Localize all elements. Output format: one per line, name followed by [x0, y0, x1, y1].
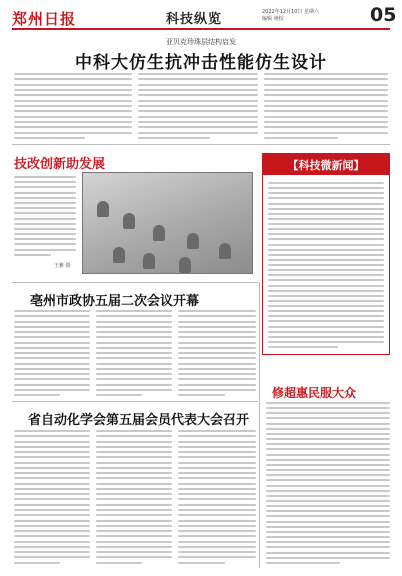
text-line — [266, 402, 390, 404]
divider — [12, 144, 390, 145]
text-line — [268, 269, 384, 271]
text-line — [178, 525, 256, 527]
text-line — [96, 472, 172, 474]
text-line — [268, 182, 384, 184]
news-briefs-body — [268, 182, 384, 348]
text-line — [178, 446, 256, 448]
text-line — [96, 477, 172, 479]
text-line — [178, 347, 256, 349]
page-number: 05 — [370, 4, 397, 26]
text-line — [268, 203, 384, 205]
text-line — [14, 233, 76, 235]
text-line — [14, 520, 90, 522]
text-line — [268, 326, 384, 328]
lead-article-body-col-2 — [138, 73, 258, 139]
text-line — [96, 456, 172, 458]
text-line — [14, 504, 90, 506]
text-line — [268, 336, 384, 338]
text-line — [96, 546, 172, 548]
text-line — [96, 446, 172, 448]
text-line — [178, 384, 256, 386]
text-line — [138, 121, 258, 123]
newspaper-name: 郑州日报 — [12, 10, 77, 28]
text-line — [138, 100, 258, 102]
text-line — [14, 556, 90, 558]
text-line — [138, 84, 258, 86]
text-line — [178, 498, 256, 500]
text-line — [14, 389, 90, 391]
text-line — [266, 433, 390, 435]
text-line — [266, 428, 390, 430]
masthead-rule — [12, 28, 390, 30]
text-line — [96, 435, 172, 437]
side-article-body — [266, 402, 390, 564]
text-line — [96, 462, 172, 464]
text-line — [268, 208, 384, 210]
dateline-editors: 编辑 统校 — [262, 16, 284, 22]
text-line — [14, 509, 90, 511]
text-line — [178, 520, 256, 522]
text-line — [178, 551, 256, 553]
text-line — [14, 331, 90, 333]
text-line — [96, 430, 172, 432]
article-2-title: 亳州市政协五届二次会议开幕 — [30, 294, 200, 309]
text-line — [178, 504, 256, 506]
text-line — [96, 394, 142, 396]
text-line — [96, 541, 172, 543]
text-line — [178, 456, 256, 458]
feature-photo-byline: 王雅 摄 — [54, 263, 71, 269]
text-line — [266, 464, 390, 466]
text-line — [96, 363, 172, 365]
text-line — [268, 264, 384, 266]
text-line — [178, 451, 256, 453]
text-line — [138, 105, 258, 107]
text-line — [264, 110, 388, 112]
article-3-title: 省自动化学会第五届会员代表大会召开 — [28, 413, 250, 428]
text-line — [178, 509, 256, 511]
text-line — [14, 342, 90, 344]
text-line — [96, 326, 172, 328]
text-line — [14, 116, 132, 118]
text-line — [266, 526, 390, 528]
text-line — [14, 456, 90, 458]
text-line — [268, 192, 384, 194]
text-line — [178, 535, 256, 537]
text-line — [264, 126, 388, 128]
text-line — [268, 249, 384, 251]
text-line — [266, 407, 390, 409]
text-line — [138, 110, 258, 112]
text-line — [264, 116, 388, 118]
text-line — [178, 331, 256, 333]
text-line — [264, 105, 388, 107]
text-line — [268, 315, 384, 317]
text-line — [264, 132, 388, 134]
text-line — [14, 326, 90, 328]
text-line — [14, 84, 132, 86]
text-line — [178, 477, 256, 479]
text-line — [14, 357, 90, 359]
text-line — [96, 310, 172, 312]
text-line — [14, 394, 60, 396]
text-line — [14, 546, 90, 548]
text-line — [268, 290, 384, 292]
text-line — [178, 435, 256, 437]
text-line — [14, 347, 90, 349]
text-line — [268, 213, 384, 215]
text-line — [178, 546, 256, 548]
text-line — [14, 121, 132, 123]
text-line — [266, 515, 390, 517]
news-briefs-title: 【科技微新闻】 — [287, 159, 365, 172]
text-line — [14, 223, 76, 225]
lead-article-kicker: 亚贝克珍珠层结构启发 — [166, 38, 236, 46]
lead-article-title: 中科大仿生抗冲击性能仿生设计 — [75, 53, 327, 73]
text-line — [14, 483, 90, 485]
text-line — [268, 320, 384, 322]
text-line — [138, 89, 258, 91]
text-line — [96, 336, 172, 338]
text-line — [266, 454, 390, 456]
feature-photo — [82, 172, 253, 274]
text-line — [14, 73, 132, 75]
text-line — [14, 373, 90, 375]
text-line — [14, 336, 90, 338]
text-line — [96, 504, 172, 506]
text-line — [266, 557, 390, 559]
text-line — [14, 110, 132, 112]
text-line — [14, 514, 90, 516]
text-line — [178, 389, 256, 391]
text-line — [178, 336, 256, 338]
text-line — [14, 176, 76, 178]
text-line — [266, 443, 390, 445]
text-line — [268, 259, 384, 261]
text-line — [14, 551, 90, 553]
text-line — [96, 342, 172, 344]
text-line — [96, 373, 172, 375]
text-line — [14, 467, 90, 469]
text-line — [268, 300, 384, 302]
feature-title: 技改创新助发展 — [14, 157, 106, 172]
text-line — [96, 347, 172, 349]
text-line — [178, 472, 256, 474]
text-line — [268, 197, 384, 199]
text-line — [178, 488, 256, 490]
text-line — [178, 315, 256, 317]
text-line — [268, 254, 384, 256]
dateline-date: 2022年12月10日 星期六 — [262, 9, 320, 15]
text-line — [266, 521, 390, 523]
text-line — [14, 181, 76, 183]
text-line — [138, 78, 258, 80]
text-line — [266, 438, 390, 440]
text-line — [96, 321, 172, 323]
text-line — [138, 116, 258, 118]
text-line — [264, 73, 388, 75]
text-line — [268, 295, 384, 297]
text-line — [178, 363, 256, 365]
dateline — [262, 9, 362, 23]
text-line — [14, 89, 132, 91]
text-line — [268, 244, 384, 246]
text-line — [266, 541, 390, 543]
text-line — [138, 132, 258, 134]
text-line — [96, 389, 172, 391]
text-line — [178, 530, 256, 532]
text-line — [14, 435, 90, 437]
text-line — [14, 207, 76, 209]
text-line — [268, 279, 384, 281]
text-line — [14, 363, 90, 365]
text-line — [14, 202, 76, 204]
text-line — [14, 315, 90, 317]
text-line — [14, 477, 90, 479]
text-line — [266, 459, 390, 461]
section-title: 科技纵览 — [166, 12, 223, 27]
text-line — [96, 378, 172, 380]
text-line — [178, 326, 256, 328]
text-line — [178, 556, 256, 558]
divider — [12, 282, 258, 283]
text-line — [96, 530, 172, 532]
article-3-body-col-1 — [14, 430, 90, 564]
text-line — [96, 451, 172, 453]
text-line — [14, 541, 90, 543]
text-line — [14, 451, 90, 453]
text-line — [178, 541, 256, 543]
text-line — [268, 341, 384, 343]
text-line — [14, 530, 90, 532]
text-line — [178, 321, 256, 323]
text-line — [264, 121, 388, 123]
text-line — [14, 100, 132, 102]
text-line — [14, 321, 90, 323]
text-line — [266, 479, 390, 481]
article-2-body-col-2 — [96, 310, 172, 396]
text-line — [264, 84, 388, 86]
text-line — [14, 238, 76, 240]
article-2-body-col-1 — [14, 310, 90, 396]
text-line — [268, 346, 338, 348]
text-line — [14, 535, 90, 537]
text-line — [266, 495, 390, 497]
text-line — [96, 520, 172, 522]
text-line — [268, 218, 384, 220]
text-line — [14, 488, 90, 490]
text-line — [138, 94, 258, 96]
text-line — [268, 331, 384, 333]
text-line — [14, 94, 132, 96]
text-line — [96, 488, 172, 490]
text-line — [266, 490, 390, 492]
side-article-title: 修超惠民服大众 — [272, 386, 357, 400]
text-line — [178, 310, 256, 312]
text-line — [14, 430, 90, 432]
text-line — [96, 535, 172, 537]
article-3-body-col-3 — [178, 430, 256, 564]
text-line — [266, 412, 390, 414]
text-line — [268, 285, 384, 287]
text-line — [96, 357, 172, 359]
text-line — [178, 462, 256, 464]
text-line — [14, 498, 90, 500]
text-line — [14, 446, 90, 448]
text-line — [14, 212, 76, 214]
text-line — [178, 467, 256, 469]
text-line — [96, 352, 172, 354]
text-line — [266, 448, 390, 450]
text-line — [178, 493, 256, 495]
text-line — [14, 228, 76, 230]
text-line — [14, 192, 76, 194]
text-line — [178, 357, 256, 359]
text-line — [178, 562, 225, 564]
text-line — [14, 186, 76, 188]
text-line — [264, 94, 388, 96]
text-line — [268, 223, 384, 225]
text-line — [14, 525, 90, 527]
text-line — [266, 474, 390, 476]
article-2-body-col-3 — [178, 310, 256, 396]
text-line — [14, 368, 90, 370]
text-line — [268, 228, 384, 230]
text-line — [268, 305, 384, 307]
text-line — [264, 89, 388, 91]
text-line — [178, 514, 256, 516]
text-line — [96, 556, 172, 558]
text-line — [266, 552, 390, 554]
feature-photo-caption — [14, 176, 76, 256]
text-line — [14, 462, 90, 464]
text-line — [266, 469, 390, 471]
text-line — [96, 551, 172, 553]
article-3-body-col-2 — [96, 430, 172, 564]
text-line — [178, 394, 225, 396]
text-line — [138, 73, 258, 75]
text-line — [264, 100, 388, 102]
text-line — [266, 536, 390, 538]
text-line — [178, 378, 256, 380]
text-line — [266, 546, 390, 548]
text-line — [268, 238, 384, 240]
text-line — [178, 342, 256, 344]
text-line — [178, 373, 256, 375]
text-line — [96, 498, 172, 500]
text-line — [266, 423, 390, 425]
text-line — [14, 562, 60, 564]
text-line — [266, 531, 390, 533]
text-line — [96, 509, 172, 511]
text-line — [14, 493, 90, 495]
text-line — [96, 331, 172, 333]
text-line — [266, 417, 390, 419]
text-line — [138, 126, 258, 128]
text-line — [14, 78, 132, 80]
text-line — [96, 525, 172, 527]
text-line — [96, 493, 172, 495]
text-line — [178, 352, 256, 354]
text-line — [14, 105, 132, 107]
text-line — [266, 505, 390, 507]
text-line — [138, 137, 210, 139]
text-line — [96, 441, 172, 443]
text-line — [96, 368, 172, 370]
text-line — [96, 384, 172, 386]
text-line — [266, 485, 390, 487]
text-line — [178, 368, 256, 370]
text-line — [264, 137, 338, 139]
text-line — [14, 249, 76, 251]
text-line — [14, 378, 90, 380]
text-line — [268, 310, 384, 312]
divider — [12, 401, 258, 402]
lead-article-body-col-3 — [264, 73, 388, 139]
text-line — [14, 472, 90, 474]
text-line — [14, 132, 132, 134]
text-line — [96, 315, 172, 317]
text-line — [14, 384, 90, 386]
text-line — [268, 274, 384, 276]
text-line — [178, 483, 256, 485]
text-line — [14, 126, 132, 128]
lead-article-body-col-1 — [14, 73, 132, 139]
text-line — [178, 430, 256, 432]
text-line — [96, 514, 172, 516]
text-line — [14, 441, 90, 443]
text-line — [14, 218, 76, 220]
text-line — [96, 467, 172, 469]
text-line — [96, 483, 172, 485]
text-line — [268, 233, 384, 235]
text-line — [14, 310, 90, 312]
column-divider — [259, 282, 260, 568]
text-line — [14, 243, 76, 245]
text-line — [266, 562, 340, 564]
text-line — [14, 197, 76, 199]
text-line — [266, 510, 390, 512]
text-line — [96, 562, 142, 564]
text-line — [14, 137, 85, 139]
text-line — [268, 187, 384, 189]
text-line — [178, 441, 256, 443]
text-line — [14, 254, 51, 256]
text-line — [266, 500, 390, 502]
text-line — [264, 78, 388, 80]
text-line — [14, 352, 90, 354]
